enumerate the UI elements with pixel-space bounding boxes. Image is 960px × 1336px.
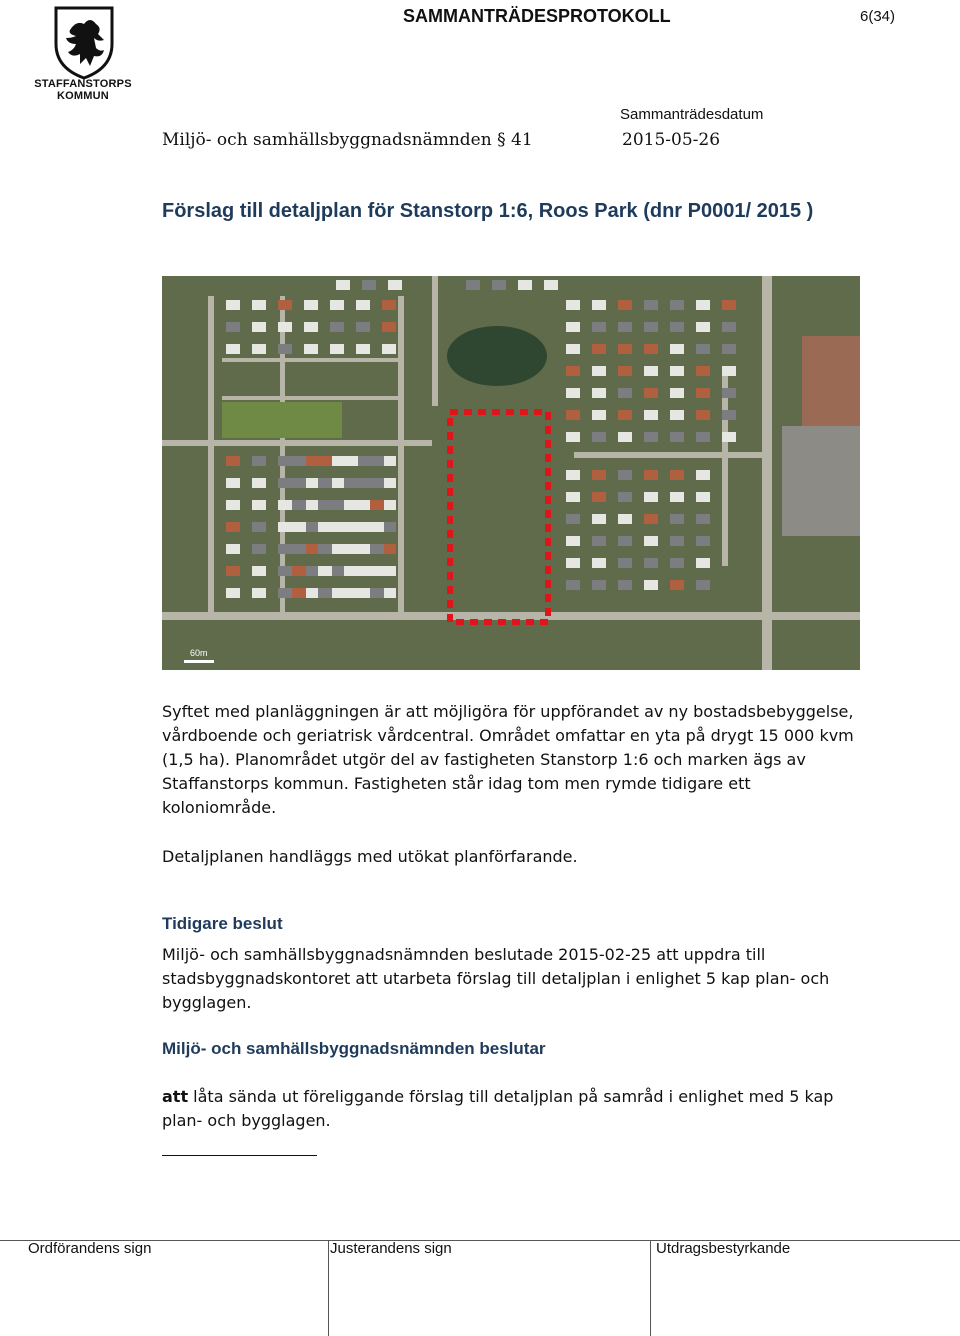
map-house: [670, 410, 684, 420]
map-house: [278, 566, 292, 576]
map-house: [278, 456, 292, 466]
map-house: [670, 580, 684, 590]
map-house: [722, 410, 736, 420]
map-house: [722, 388, 736, 398]
map-house: [330, 300, 344, 310]
map-house: [382, 456, 396, 466]
extract-certification-label: Utdragsbestyrkande: [656, 1240, 791, 1257]
map-house: [382, 522, 396, 532]
map-house: [696, 492, 710, 502]
map-house: [644, 558, 658, 568]
map-house: [330, 344, 344, 354]
procedure-paragraph: Detaljplanen handläggs med utökat planförfarande.: [162, 847, 578, 866]
map-house: [388, 280, 402, 290]
map-house: [356, 566, 370, 576]
map-house: [696, 580, 710, 590]
map-house: [592, 344, 606, 354]
map-house: [566, 344, 580, 354]
map-house: [670, 432, 684, 442]
map-house: [304, 456, 318, 466]
map-house: [292, 522, 306, 532]
map-house: [696, 322, 710, 332]
map-house: [618, 580, 632, 590]
map-house: [592, 536, 606, 546]
map-house: [592, 432, 606, 442]
map-house: [370, 478, 384, 488]
map-house: [696, 300, 710, 310]
map-house: [344, 478, 358, 488]
map-house: [566, 470, 580, 480]
map-house: [696, 536, 710, 546]
map-house: [304, 522, 318, 532]
map-house: [330, 544, 344, 554]
map-house: [226, 544, 240, 554]
chair-signature-label: Ordförandens sign: [28, 1240, 152, 1257]
map-house: [382, 500, 396, 510]
map-house: [566, 580, 580, 590]
map-house: [304, 344, 318, 354]
map-house: [566, 536, 580, 546]
map-house: [356, 456, 370, 466]
map-house: [618, 388, 632, 398]
map-house: [252, 566, 266, 576]
map-house: [318, 588, 332, 598]
map-house: [318, 544, 332, 554]
map-house: [592, 558, 606, 568]
map-house: [304, 478, 318, 488]
map-house: [382, 344, 396, 354]
map-house: [356, 322, 370, 332]
map-house: [292, 566, 306, 576]
map-house: [644, 366, 658, 376]
map-house: [226, 500, 240, 510]
map-house: [382, 544, 396, 554]
aerial-map: [162, 276, 860, 670]
map-house: [644, 388, 658, 398]
map-house: [382, 322, 396, 332]
map-house: [226, 566, 240, 576]
map-house: [318, 500, 332, 510]
map-house: [696, 432, 710, 442]
map-house: [618, 514, 632, 524]
map-house: [356, 544, 370, 554]
map-house: [344, 566, 358, 576]
map-house: [370, 456, 384, 466]
map-house: [370, 500, 384, 510]
purpose-paragraph: Syftet med planläggningen är att möjligöra för uppförandet av ny bostadsbebyggelse, vårdboende och geriatrisk vårdcentral. Området omfattar en yta på drygt 15 000 kvm (1,5 ha). Planområdet utgör del av fastigheten Stanstorp 1:6 och marken ägs av Staffanstorps kommun. Fastigheten står idag tom men rymde tidigare ett koloniområde.: [162, 702, 854, 817]
section-heading: Förslag till detaljplan för Stanstorp 1:6, Roos Park (dnr P0001/ 2015 ): [162, 200, 814, 222]
map-house: [722, 366, 736, 376]
map-house: [252, 522, 266, 532]
map-house: [226, 522, 240, 532]
map-house: [566, 410, 580, 420]
map-house: [592, 366, 606, 376]
map-house: [344, 456, 358, 466]
map-house: [592, 300, 606, 310]
map-house: [252, 544, 266, 554]
map-house: [644, 514, 658, 524]
map-house: [252, 500, 266, 510]
map-house: [566, 514, 580, 524]
map-house: [670, 344, 684, 354]
map-house: [722, 432, 736, 442]
map-house: [618, 470, 632, 480]
map-house: [696, 388, 710, 398]
map-house: [722, 344, 736, 354]
map-house: [644, 344, 658, 354]
map-house: [618, 432, 632, 442]
map-house: [226, 300, 240, 310]
map-house: [618, 344, 632, 354]
map-house: [618, 492, 632, 502]
map-house: [618, 300, 632, 310]
map-house: [696, 558, 710, 568]
decision-att: att: [162, 1087, 189, 1106]
map-house: [618, 536, 632, 546]
map-house: [226, 344, 240, 354]
map-house: [492, 280, 506, 290]
map-house: [670, 558, 684, 568]
map-house: [356, 500, 370, 510]
map-house: [252, 322, 266, 332]
map-house: [370, 566, 384, 576]
map-house: [566, 388, 580, 398]
map-house: [644, 580, 658, 590]
map-house: [278, 322, 292, 332]
committee-paragraph: Miljö- och samhällsbyggnadsnämnden § 41: [162, 130, 533, 150]
map-house: [330, 588, 344, 598]
map-house: [356, 588, 370, 598]
map-scale-label: 60m: [190, 648, 208, 658]
map-house: [644, 470, 658, 480]
map-house: [252, 344, 266, 354]
map-house: [362, 280, 376, 290]
map-house: [696, 470, 710, 480]
map-house: [330, 322, 344, 332]
map-house: [618, 558, 632, 568]
earlier-decision-text: Miljö- och samhällsbyggnadsnämnden beslutade 2015-02-25 att uppdra till stadsbyggnadskontoret att utarbeta förslag till detaljplan i enlighet 5 kap plan- och bygglagen.: [162, 945, 830, 1012]
map-house: [356, 300, 370, 310]
map-house: [592, 492, 606, 502]
map-house: [370, 522, 384, 532]
map-house: [330, 500, 344, 510]
map-house: [304, 300, 318, 310]
map-house: [670, 388, 684, 398]
adjuster-signature-label: Justerandens sign: [330, 1240, 452, 1257]
map-house: [304, 588, 318, 598]
map-house: [566, 432, 580, 442]
map-house: [226, 478, 240, 488]
map-house: [278, 588, 292, 598]
map-house: [304, 500, 318, 510]
map-house: [304, 566, 318, 576]
map-house: [644, 322, 658, 332]
map-house: [566, 492, 580, 502]
map-house: [344, 544, 358, 554]
map-house: [566, 322, 580, 332]
map-house: [696, 410, 710, 420]
map-house: [370, 588, 384, 598]
map-house: [356, 522, 370, 532]
map-house: [278, 500, 292, 510]
meeting-date: 2015-05-26: [622, 130, 721, 150]
footer-column-divider: [328, 1240, 329, 1336]
logo-text: STAFFANSTORPS KOMMUN: [34, 78, 132, 102]
map-house: [722, 300, 736, 310]
map-house: [318, 456, 332, 466]
meeting-date-label: Sammanträdesdatum: [620, 106, 764, 123]
map-house: [356, 344, 370, 354]
decision-paragraph: [162, 1085, 852, 1133]
map-house: [644, 492, 658, 502]
map-house: [344, 522, 358, 532]
map-house: [304, 544, 318, 554]
map-house: [592, 388, 606, 398]
signature-line: [162, 1155, 317, 1156]
map-house: [644, 410, 658, 420]
map-house: [670, 366, 684, 376]
map-house: [518, 280, 532, 290]
map-house: [226, 456, 240, 466]
map-house: [592, 514, 606, 524]
map-house: [344, 588, 358, 598]
map-house: [292, 478, 306, 488]
map-house: [644, 536, 658, 546]
map-house: [382, 588, 396, 598]
map-house: [336, 280, 350, 290]
map-house: [292, 588, 306, 598]
map-house: [330, 456, 344, 466]
decision-text: låta sända ut föreliggande förslag till detaljplan på samråd i enlighet med 5 kap plan- och bygglagen.: [162, 1087, 834, 1130]
map-house: [278, 300, 292, 310]
map-house: [330, 478, 344, 488]
map-house: [566, 366, 580, 376]
map-house: [292, 500, 306, 510]
map-house: [566, 558, 580, 568]
map-house: [592, 410, 606, 420]
map-house: [566, 300, 580, 310]
map-house: [382, 300, 396, 310]
map-house: [292, 456, 306, 466]
map-house: [644, 432, 658, 442]
map-house: [252, 478, 266, 488]
map-house: [670, 470, 684, 480]
map-house: [344, 500, 358, 510]
map-house: [592, 580, 606, 590]
map-house: [466, 280, 480, 290]
map-house: [252, 456, 266, 466]
page-number: 6(34): [860, 8, 896, 25]
map-house: [304, 322, 318, 332]
map-house: [670, 514, 684, 524]
map-house: [330, 522, 344, 532]
map-house: [252, 588, 266, 598]
map-house: [318, 522, 332, 532]
map-house: [318, 478, 332, 488]
map-house: [696, 366, 710, 376]
map-house: [670, 536, 684, 546]
aerial-map-image: [162, 276, 860, 670]
map-house: [644, 300, 658, 310]
map-house: [226, 322, 240, 332]
map-house: [592, 470, 606, 480]
map-house: [278, 522, 292, 532]
map-house: [544, 280, 558, 290]
map-house: [278, 344, 292, 354]
map-house: [278, 478, 292, 488]
map-house: [618, 322, 632, 332]
map-house: [252, 300, 266, 310]
decision-heading: Miljö- och samhällsbyggnadsnämnden beslutar: [162, 1039, 546, 1058]
map-house: [318, 566, 332, 576]
map-house: [670, 492, 684, 502]
map-house: [618, 410, 632, 420]
earlier-decision-heading: Tidigare beslut: [162, 914, 283, 933]
map-house: [696, 344, 710, 354]
map-house: [670, 300, 684, 310]
map-house: [382, 566, 396, 576]
map-house: [330, 566, 344, 576]
map-house: [722, 322, 736, 332]
map-house: [592, 322, 606, 332]
map-house: [278, 544, 292, 554]
map-house: [670, 322, 684, 332]
map-house: [382, 478, 396, 488]
document-title: SAMMANTRÄDESPROTOKOLL: [403, 6, 671, 26]
map-house: [292, 544, 306, 554]
footer-column-divider: [650, 1240, 651, 1336]
map-house: [356, 478, 370, 488]
map-house: [618, 366, 632, 376]
map-house: [370, 544, 384, 554]
map-house: [226, 588, 240, 598]
map-house: [696, 514, 710, 524]
